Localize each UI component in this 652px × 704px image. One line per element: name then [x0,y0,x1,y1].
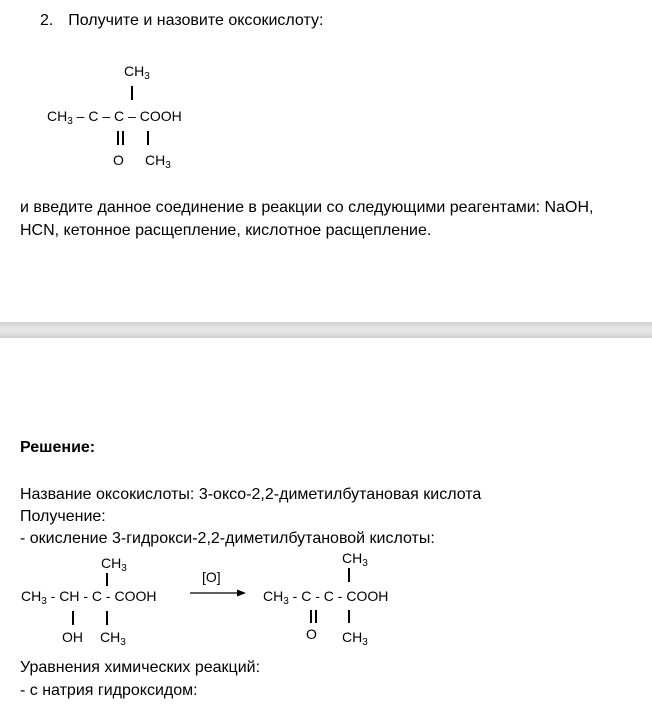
reactant-bond-bottom [106,611,108,625]
formula-main-chain: $CH_3$ – C – C – COOH [47,108,182,127]
product-bond-top [348,568,350,582]
formula-bottom-group: $CH_3$ [145,152,171,171]
task-reagents-line1: и введите данное соединение в реакции со следующими реагентами: NaOH, [20,199,594,216]
reactant-hydroxyl: OH [62,629,83,645]
product-chain: $CH_3$ - C - C - COOH [263,588,389,607]
product-oxygen: O [306,626,317,642]
solution-naoh-line: - с натрия гидроксидом: [20,682,198,699]
product-bottom-group: $CH_3$ [342,629,368,648]
reactant-top-group: $CH_3$ [101,555,127,574]
page-separator [0,322,652,338]
task-title: Получите и назовите оксокислоту: [68,12,324,29]
task-number: 2. [40,12,54,29]
product-top-group: $CH_3$ [342,550,368,569]
solution-heading: Решение: [20,439,96,456]
solution-name-line: Название оксокислоты: 3-оксо-2,2-диметилбутановая кислота [20,486,482,503]
formula-bond-top [131,86,133,100]
solution-equations-label: Уравнения химических реакций: [20,659,261,676]
product-double-bond-a [310,610,312,623]
reactant-bottom-group: $CH_3$ [100,629,126,648]
formula-oxygen: O [113,152,124,168]
reactant-chain: $CH_3$ - CH - C - COOH [21,588,157,607]
arrow-label: [O] [202,569,221,585]
product-double-bond-b [315,610,317,623]
formula-top-group: $CH_3$ [124,63,150,82]
formula-bond-bottom [147,131,149,145]
formula-double-bond-b [122,131,124,145]
formula-double-bond-a [117,131,119,145]
solution-oxidation-line: - окисление 3-гидрокси-2,2-диметилбутановой кислоты: [20,530,435,547]
reactant-bond-oh [72,611,74,625]
task-reagents-line2: HCN, кетонное расщепление, кислотное расщепление. [20,222,432,239]
product-bond-bottom [348,610,350,623]
task-title-line [40,12,323,30]
reactant-bond-top [106,573,108,586]
solution-obtaining-label: Получение: [20,508,106,525]
